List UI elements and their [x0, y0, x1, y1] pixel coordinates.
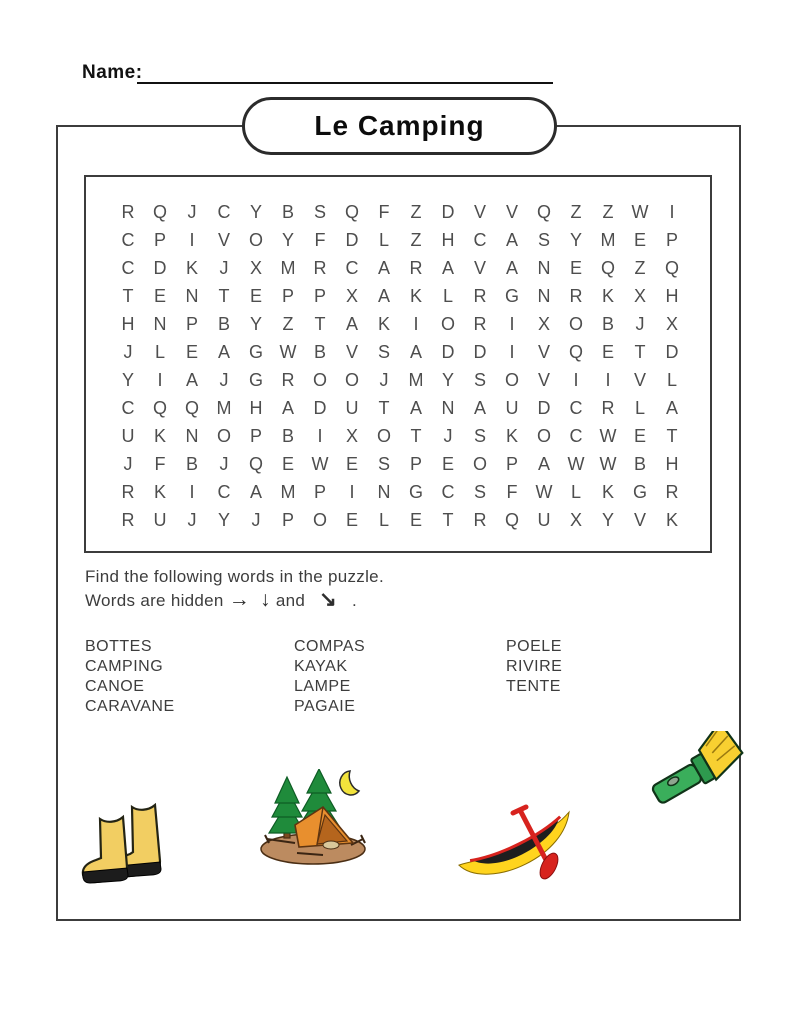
grid-letter: D	[345, 229, 359, 250]
grid-letter: Y	[249, 313, 262, 334]
front-boot	[83, 817, 128, 883]
word-item: KAYAK	[294, 658, 348, 675]
grid-letter: K	[601, 285, 614, 306]
grid-letter: R	[409, 257, 423, 278]
grid-letter: H	[249, 397, 263, 418]
campsite-image	[257, 769, 369, 867]
word-item: CAMPING	[85, 658, 164, 675]
tent	[295, 807, 353, 849]
grid-letter: X	[345, 285, 358, 306]
flashlight-image	[645, 731, 745, 809]
grid-letter: C	[121, 257, 135, 278]
grid-letter: V	[537, 341, 550, 362]
grid-letter: Q	[536, 201, 551, 222]
grid-letter: I	[157, 369, 163, 390]
grid-letter: P	[409, 453, 422, 474]
grid-letter: C	[217, 481, 231, 502]
grid-letter: K	[153, 425, 166, 446]
instructions-line2-prefix: Words are hidden	[85, 591, 224, 610]
grid-letter: R	[473, 509, 487, 530]
grid-letter: Z	[410, 229, 422, 250]
grid-letter: M	[408, 369, 424, 390]
grid-letter: G	[248, 369, 263, 390]
grid-letter: Q	[184, 397, 199, 418]
grid-letter: M	[280, 257, 296, 278]
word-item: PAGAIE	[294, 698, 356, 715]
grid-letter: C	[121, 229, 135, 250]
grid-letter: W	[311, 453, 329, 474]
canoe-hull	[456, 812, 578, 888]
grid-letter: E	[153, 285, 166, 306]
grid-letter: B	[281, 425, 294, 446]
word-item: POELE	[506, 638, 562, 655]
grid-letter: K	[185, 257, 198, 278]
grid-letter: U	[153, 509, 167, 530]
grid-letter: J	[443, 425, 453, 446]
grid-letter: I	[413, 313, 419, 334]
grid-letter: R	[121, 481, 135, 502]
grid-letter: P	[281, 285, 294, 306]
word-item: BOTTES	[85, 638, 153, 655]
grid-letter: I	[317, 425, 323, 446]
word-list-column	[294, 637, 365, 717]
grid-letter: G	[504, 285, 519, 306]
grid-letter: N	[185, 425, 199, 446]
grid-letter: A	[409, 397, 422, 418]
grid-letter: O	[344, 369, 359, 390]
grid-letter: L	[154, 341, 165, 362]
grid-letter: D	[313, 397, 327, 418]
grid-letter: P	[281, 509, 294, 530]
grid-letter: V	[473, 201, 486, 222]
grid-letter: S	[473, 481, 486, 502]
word-item: RIVIRE	[506, 658, 563, 675]
grid-letter: K	[665, 509, 678, 530]
grid-letter: D	[441, 341, 455, 362]
grid-letter: F	[154, 453, 166, 474]
down-arrow-icon: ↓	[260, 588, 271, 611]
grid-letter: V	[505, 201, 518, 222]
grid-letter: K	[409, 285, 422, 306]
grid-letter: R	[313, 257, 327, 278]
grid-letter: A	[665, 397, 678, 418]
grid-letter: J	[219, 369, 229, 390]
grid-letter: R	[601, 397, 615, 418]
grid-letter: D	[537, 397, 551, 418]
grid-letter: G	[632, 481, 647, 502]
grid-letter: O	[504, 369, 519, 390]
grid-letter: Q	[248, 453, 263, 474]
grid-letter: E	[345, 453, 358, 474]
grid-letter: E	[345, 509, 358, 530]
grid-letter: C	[473, 229, 487, 250]
grid-letter: X	[569, 509, 582, 530]
grid-letter: A	[505, 229, 518, 250]
grid-letter: S	[473, 425, 486, 446]
grid-letter: Y	[249, 201, 262, 222]
instructions-line1: Find the following words in the puzzle.	[85, 567, 384, 586]
grid-letter: R	[569, 285, 583, 306]
grid-letter: O	[312, 509, 327, 530]
name-fill-in-line	[137, 60, 553, 84]
grid-letter: F	[378, 201, 390, 222]
grid-letter: A	[505, 257, 518, 278]
grid-letter: J	[123, 341, 133, 362]
grid-letter: I	[509, 313, 515, 334]
grid-letter: A	[185, 369, 198, 390]
grid-letter: O	[376, 425, 391, 446]
grid-letter: X	[249, 257, 262, 278]
grid-letter: A	[377, 257, 390, 278]
grid-letter: R	[473, 285, 487, 306]
name-label: Name:	[82, 62, 143, 83]
grid-letter: E	[441, 453, 454, 474]
grid-letter: E	[281, 453, 294, 474]
grid-letter: R	[121, 509, 135, 530]
grid-letter: Q	[152, 397, 167, 418]
grid-letter: I	[349, 481, 355, 502]
word-item: TENTE	[506, 678, 561, 695]
grid-letter: F	[506, 481, 518, 502]
grid-letter: T	[442, 509, 454, 530]
grid-letter: C	[569, 397, 583, 418]
grid-letter: I	[669, 201, 675, 222]
grid-letter: W	[279, 341, 297, 362]
grid-letter: A	[281, 397, 294, 418]
grid-letter: F	[314, 229, 326, 250]
grid-letter: D	[153, 257, 167, 278]
grid-letter: T	[666, 425, 678, 446]
grid-letter: A	[409, 341, 422, 362]
right-arrow-icon: →	[228, 588, 250, 611]
grid-letter: Z	[410, 201, 422, 222]
grid-letter: C	[217, 201, 231, 222]
grid-letter: B	[313, 341, 326, 362]
canoe-image	[456, 804, 578, 888]
grid-letter: E	[601, 341, 614, 362]
grid-letter: Y	[601, 509, 614, 530]
grid-letter: Q	[568, 341, 583, 362]
grid-letter: Q	[344, 201, 359, 222]
grid-letter: A	[345, 313, 358, 334]
grid-letter: P	[153, 229, 166, 250]
grid-letter: Z	[282, 313, 294, 334]
grid-letter: L	[634, 397, 645, 418]
grid-letter: H	[441, 229, 455, 250]
instructions-line2	[85, 589, 384, 613]
grid-letter: N	[537, 285, 551, 306]
grid-letter: N	[377, 481, 391, 502]
grid-letter: S	[537, 229, 550, 250]
grid-letter: E	[249, 285, 262, 306]
grid-letter: O	[440, 313, 455, 334]
grid-letter: Y	[121, 369, 134, 390]
grid-letter: T	[634, 341, 646, 362]
grid-letter: J	[187, 509, 197, 530]
grid-letter: O	[568, 313, 583, 334]
grid-letter: A	[473, 397, 486, 418]
grid-letter: J	[635, 313, 645, 334]
grid-letter: E	[185, 341, 198, 362]
grid-letter: E	[633, 425, 646, 446]
grid-letter: O	[312, 369, 327, 390]
grid-letter: R	[281, 369, 295, 390]
grid-letter: K	[505, 425, 518, 446]
grid-letter: L	[570, 481, 581, 502]
page-title: Le Camping	[314, 110, 485, 141]
grid-letter: M	[280, 481, 296, 502]
grid-letter: C	[441, 481, 455, 502]
boots-image	[80, 803, 180, 895]
grid-letter: D	[441, 201, 455, 222]
grid-letter: E	[569, 257, 582, 278]
grid-letter: C	[569, 425, 583, 446]
grid-letter: B	[281, 201, 294, 222]
word-list-column	[85, 637, 175, 717]
grid-letter: Q	[504, 509, 519, 530]
grid-letter: Q	[600, 257, 615, 278]
grid-letter: L	[378, 509, 389, 530]
grid-letter: Q	[152, 201, 167, 222]
grid-letter: H	[665, 453, 679, 474]
grid-letter: O	[472, 453, 487, 474]
grid-letter: J	[251, 509, 261, 530]
grid-letter: W	[599, 453, 617, 474]
flashlight-body-group	[645, 731, 745, 809]
grid-letter: V	[633, 369, 646, 390]
grid-letter: N	[537, 257, 551, 278]
grid-letter: P	[249, 425, 262, 446]
grid-letter: R	[121, 201, 135, 222]
grid-letter: O	[216, 425, 231, 446]
word-item: LAMPE	[294, 678, 351, 695]
instructions-period: .	[351, 591, 358, 610]
grid-letter: A	[249, 481, 262, 502]
grid-letter: R	[473, 313, 487, 334]
instructions-conjunction: and	[275, 591, 306, 610]
grid-letter: X	[633, 285, 646, 306]
grid-letter: C	[121, 397, 135, 418]
grid-letter: D	[665, 341, 679, 362]
grid-letter: N	[185, 285, 199, 306]
grid-letter: Y	[281, 229, 294, 250]
grid-letter: K	[377, 313, 390, 334]
grid-letter: Z	[570, 201, 582, 222]
grid-letter: J	[219, 257, 229, 278]
grid-letter: P	[665, 229, 678, 250]
grid-letter: I	[605, 369, 611, 390]
instructions	[85, 565, 384, 613]
grid-letter: W	[631, 201, 649, 222]
grid-letter: P	[313, 285, 326, 306]
word-search-grid	[112, 198, 688, 534]
grid-letter: S	[377, 453, 390, 474]
grid-letter: V	[537, 369, 550, 390]
grid-letter: J	[219, 453, 229, 474]
grid-letter: B	[633, 453, 646, 474]
grid-letter: T	[122, 285, 134, 306]
grid-letter: J	[123, 453, 133, 474]
grid-letter: P	[185, 313, 198, 334]
grid-letter: H	[121, 313, 135, 334]
grid-letter: Z	[602, 201, 614, 222]
grid-letter: O	[536, 425, 551, 446]
word-item: COMPAS	[294, 638, 366, 655]
grid-letter: I	[509, 341, 515, 362]
grid-letter: B	[185, 453, 198, 474]
diagonal-arrow-icon: ↘	[319, 588, 337, 611]
moon-icon	[340, 771, 359, 795]
grid-letter: A	[537, 453, 550, 474]
grid-letter: K	[601, 481, 614, 502]
grid-letter: M	[600, 229, 616, 250]
grid-letter: B	[601, 313, 614, 334]
grid-letter: Y	[569, 229, 582, 250]
grid-letter: S	[313, 201, 326, 222]
grid-letter: E	[633, 229, 646, 250]
grid-letter: I	[189, 481, 195, 502]
grid-letter: C	[345, 257, 359, 278]
grid-letter: P	[505, 453, 518, 474]
grid-letter: R	[665, 481, 679, 502]
grid-letter: V	[345, 341, 358, 362]
grid-letter: W	[535, 481, 553, 502]
grid-letter: I	[573, 369, 579, 390]
grid-letter: Y	[217, 509, 230, 530]
grid-letter: J	[379, 369, 389, 390]
grid-letter: A	[441, 257, 454, 278]
grid-letter: I	[189, 229, 195, 250]
grid-letter: L	[666, 369, 677, 390]
grid-letter: T	[378, 397, 390, 418]
grid-letter: V	[633, 509, 646, 530]
grid-letter: A	[217, 341, 230, 362]
grid-letter: J	[187, 201, 197, 222]
grid-letter: T	[410, 425, 422, 446]
grid-letter: Y	[441, 369, 454, 390]
grid-letter: S	[473, 369, 486, 390]
grid-letter: L	[442, 285, 453, 306]
grid-letter: M	[216, 397, 232, 418]
grid-letter: P	[313, 481, 326, 502]
grid-letter: G	[408, 481, 423, 502]
grid-letter: U	[345, 397, 359, 418]
grid-letter: A	[377, 285, 390, 306]
grid-letter: V	[217, 229, 230, 250]
grid-letter: B	[217, 313, 230, 334]
word-item: CARAVANE	[85, 698, 175, 715]
grid-letter: V	[473, 257, 486, 278]
grid-letter: X	[665, 313, 678, 334]
grid-letter: N	[153, 313, 167, 334]
grid-letter: D	[473, 341, 487, 362]
worksheet-title	[242, 97, 557, 155]
grid-letter: W	[599, 425, 617, 446]
grid-letter: X	[345, 425, 358, 446]
grid-letter: N	[441, 397, 455, 418]
grid-letter: Q	[664, 257, 679, 278]
grid-letter: S	[377, 341, 390, 362]
grid-letter: K	[153, 481, 166, 502]
grid-letter: U	[537, 509, 551, 530]
grid-letter: H	[665, 285, 679, 306]
grid-letter: T	[218, 285, 230, 306]
grid-letter: O	[248, 229, 263, 250]
grid-letter: T	[314, 313, 326, 334]
word-item: CANOE	[85, 678, 145, 695]
grid-letter: U	[505, 397, 519, 418]
word-list-column	[506, 637, 562, 697]
grid-letter: X	[537, 313, 550, 334]
grid-letter: U	[121, 425, 135, 446]
grid-letter: W	[567, 453, 585, 474]
grid-letter: Z	[634, 257, 646, 278]
grid-letter: L	[378, 229, 389, 250]
grid-letter: G	[248, 341, 263, 362]
grid-letter: E	[409, 509, 422, 530]
